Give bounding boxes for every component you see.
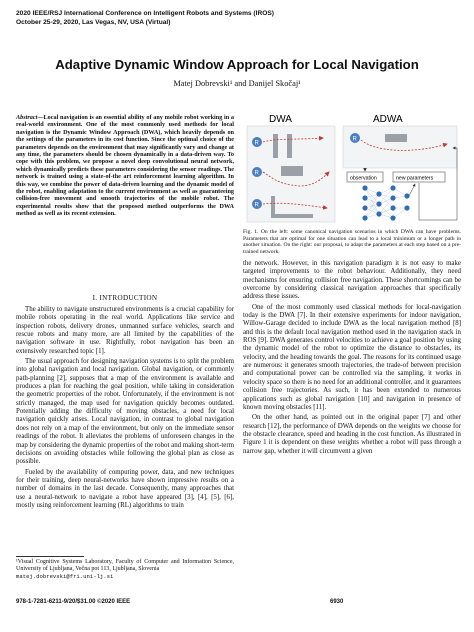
conference-header [16, 10, 274, 27]
paper-authors: Matej Dobrevski¹ and Danijel Skočaj¹ [173, 79, 301, 88]
figure-1-illustration [243, 108, 461, 226]
footer-page-number: 6930 [330, 599, 344, 605]
conference-line-2: October 25-29, 2020, Las Vegas, NV, USA (Virtual) [16, 18, 171, 26]
obstacle-wall [287, 134, 292, 158]
neural-network-icon [362, 185, 409, 220]
section-heading-introduction: I. INTRODUCTION [92, 294, 158, 302]
obstacle-box [281, 166, 303, 176]
footnote [16, 559, 234, 582]
paragraph: The ability to navigate unstructured environments is a crucial capability for mobile robots operating in the real world. Applications like service and inspection robots, delivery drones, unmanned surface vehicles, search and rescue robots and many more, are all limited by the capabilities of the navigation software in use. Rightfully, robot navigation has been an extensively researched topic [1]. [16, 306, 234, 355]
left-column-body [16, 306, 234, 510]
observation-label: observation [350, 175, 377, 182]
new-parameters-label: new parameters [396, 175, 434, 182]
paper-title: Adaptive Dynamic Window Approach for Local Navigation [55, 57, 419, 72]
paragraph: The usual approach for designing navigation systems is to split the problem into global navigation and local navigation. Global navigation, or commonly path-planning [2], supposes that a map of the environment is available and produces a plan for reaching the goal position, while taking in consideration the geometric properties of the robot. Unfortunately, if the environment is not strictly managed, the map used for navigation quickly becomes outdated. Potentially adding the difficulty of moving obstacles, a need for local navigation quickly arises. Local navigation, in contrast to global navigation does not rely on a map of the environment, but only on the immediate sensor readings of the robot. It alleviates the problems of unforeseen changes in the map by considering the dynamic properties of the robot and making short-term decisions on avoiding obstacles while following the global plan as close as possible. [16, 358, 234, 466]
adwa-label: ADWA [373, 114, 403, 125]
figure-1 [243, 108, 461, 231]
footnote-rule [16, 556, 84, 557]
figure-caption: Fig. 1. On the left: some canonical navigation scenarios in which DWA can have problems. Parameters that are optimal for one situation can lead to a local minimum or a longer path in another situation. On the right: our proposal, to adapt the parameters at each step based on a pre-trained network. [243, 229, 461, 255]
paragraph: On the other hand, as pointed out in the original paper [7] and other research [12], the performance of DWA depends on the weights we choose for the obstacle clearance, speed and heading in the cost function. As illustrated in Figure 1 it is dependent on these weights whether a robot will pass through a narrow gap, whether it will circumvent a given [243, 414, 461, 455]
dwa-label: DWA [269, 114, 292, 125]
footer-isbn: 978-1-7281-6211-9/20/$31.00 ©2020 IEEE [16, 599, 131, 605]
adwa-scene [343, 126, 457, 168]
abstract-text: —Local navigation is an essential ability of any mobile robot working in a real-world environment. One of the most commonly used methods for local navigation is the Dynamic Window Approach (DWA), which heavily depends on the settings of the parameters in its cost function. Since the optimal choice of the parameters depends on the environment that may significantly vary and change at any time, the parameters should be chosen dynamically in a data-driven way. To cope with this problem, we propose a novel deep convolutional neural network, which dynamically predicts these parameters considering the sensor readings. The network is trained using a state-of-the art reinforcement learning algorithm. In this way, we combine the power of data-driven learning and the dynamic model of the robot, enabling adaptation to the current environment as well as guaranteeing collision-free movement and smooth trajectories of the mobile robot. The experimental results show that the proposed method outperforms the DWA method as well as its recent extension. [16, 114, 234, 218]
flow-arrow [409, 184, 415, 196]
abstract-lead: Abstract [16, 114, 38, 121]
paragraph: One of the most commonly used classical methods for local-navigation today is the DWA [7]. In their extensive experiments for indoor navigation, Willow-Garage decided to include DWA as the local navigation method [8] and this is the default local navigation method used in the navigation stack in ROS [9]. DWA generates control velocities to achieve a goal position by using the dynamic model of the robot to optimize the distance to obstacles, its velocity, and the heading towards the goal. The reasons for its continued usage are numerous: it generates smooth trajectories, the trade-of between precision and computational power can be controlled via the sampling, it works in velocity space so there is no need for an additional controller, and it guarantees collision free trajectories. As such, it has been extended to numerous applications such as global navigation [10] and navigation in presence of known moving obstacles [11]. [243, 303, 461, 411]
robot-letter: R [254, 170, 259, 177]
abstract [16, 114, 234, 218]
paragraph: the network. However, in this navigation paradigm it is not easy to make targeted improvements to the robot behaviour. Additionally, they need mechanisms for ensuring collision free navigation. These shortcomings can be overcome by considering classical navigation approaches that specifically address these issues. [243, 260, 461, 301]
footnote-email: matej.dobrevski@fri.uni-lj.si [16, 573, 114, 581]
footnote-text: ¹Visual Cognitive Systems Laboratory, Faculty of Computer and Information Science, University of Ljubljana, Večna pot 113, Ljubljana, Slovenia [16, 559, 234, 573]
robot-letter: R [254, 202, 259, 209]
robot-letter: R [254, 140, 259, 147]
obstacle-wall [273, 134, 278, 158]
conference-line-1: 2020 IEEE/RSJ International Conference on Intelligent Robots and Systems (IROS) [16, 10, 274, 17]
right-column-body [243, 260, 461, 456]
robot-letter: R [352, 136, 357, 143]
paragraph: Fueled by the availability of computing power, data, and new techniques for their training, deep neural-networks have shown impressive results on a number of domains in the last decade. Consequently, many approaches that use a neural-network to navigate a robot have appeared [3], [4], [5], [6], mostly using reinforcement learning (RL) algorithms to train [16, 468, 234, 509]
obstacle-box [385, 134, 407, 142]
